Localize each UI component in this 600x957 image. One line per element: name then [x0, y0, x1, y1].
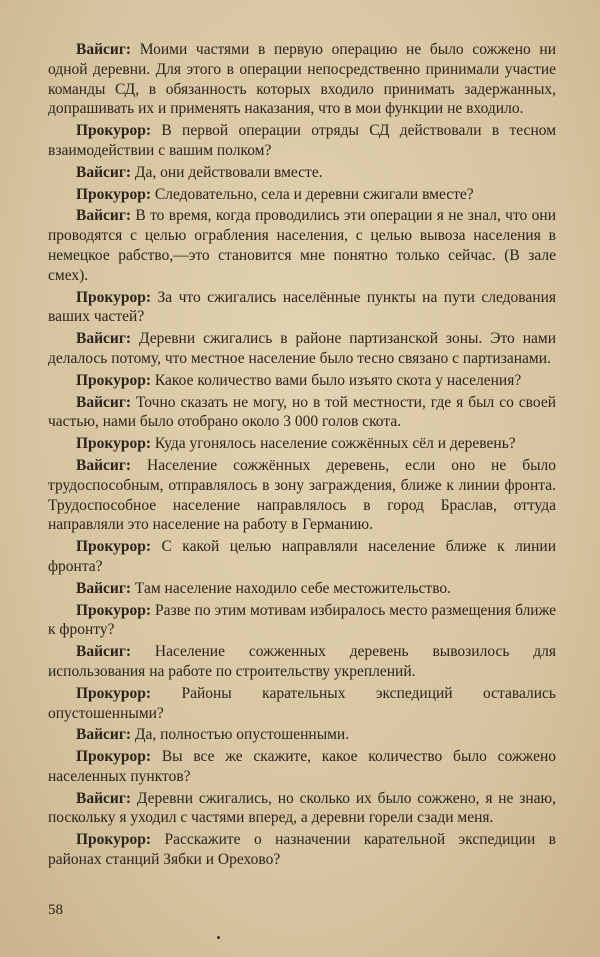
speaker-label: Вайсиг: — [76, 207, 132, 225]
speech-text: За что сжигались населённые пункты на пути следования ваших частей? — [48, 288, 556, 326]
speaker-label: Прокурор: — [76, 122, 152, 140]
speaker-label: Вайсиг: — [76, 643, 132, 661]
speaker-label: Вайсиг: — [76, 456, 132, 474]
speech-text: Там население находило себе местожительство. — [131, 579, 452, 597]
speaker-label: Прокурор: — [76, 185, 152, 203]
speaker-label: Вайсиг: — [76, 163, 132, 181]
speech-text: Следовательно, села и деревни сжигали вместе? — [151, 185, 474, 203]
dialogue-paragraph — [48, 371, 556, 391]
dialogue-paragraph — [48, 579, 556, 599]
speech-text: Население сожжённых деревень, если оно не было трудоспособным, отправлялось в зону заграждения, ближе к линии фронта. Трудоспособное население направлялось в город Браслав, оттуда направляли это население на работу в Германию. — [48, 456, 556, 534]
dialogue-paragraph — [48, 725, 556, 745]
speaker-label: Прокурор: — [76, 831, 152, 849]
speech-text: Точно сказать не могу, но в той местности, где я был со своей частью, нами было отобрано около 3 000 голов скота. — [48, 393, 556, 431]
speech-text: Расскажите о назначении карательной экспедиции в районах станций Зябки и Орехово? — [48, 831, 556, 869]
speech-text: Вы все же скажите, какое количество было сожжено населенных пунктов? — [48, 748, 556, 785]
dialogue-paragraph — [48, 434, 556, 454]
dialogue-paragraph — [48, 163, 556, 183]
speaker-label: Прокурор: — [76, 684, 152, 702]
speaker-label: Вайсиг: — [76, 726, 132, 744]
speaker-label: Прокурор: — [76, 748, 152, 766]
speech-text: Население сожженных деревень вывозилось для использования на работе по строительству укреплений. — [48, 643, 556, 680]
dialogue-paragraph — [48, 121, 556, 161]
speech-text: Районы карательных экспедиций оставались опустошенными? — [48, 684, 556, 722]
speaker-label: Вайсиг: — [76, 579, 132, 597]
speech-text: Разве по этим мотивам избиралось место размещения ближе к фронту? — [48, 601, 556, 639]
speaker-label: Вайсиг: — [76, 393, 132, 411]
speaker-label: Прокурор: — [76, 601, 152, 619]
ink-speck — [217, 936, 220, 939]
dialogue-paragraph — [48, 393, 556, 433]
speaker-label: Прокурор: — [76, 288, 152, 306]
dialogue-paragraph — [48, 206, 556, 285]
dialogue-paragraph — [48, 537, 556, 577]
dialogue-paragraph — [48, 789, 556, 829]
dialogue-paragraph — [48, 456, 556, 535]
dialogue-paragraph — [48, 642, 556, 682]
dialogue-paragraph — [48, 40, 556, 119]
dialogue-paragraph — [48, 329, 556, 369]
speech-text: Да, они действовали вместе. — [131, 163, 323, 181]
speech-text: Деревни сжигались в районе партизанской зоны. Это нами делалось потому, что местное население было тесно связано с партизанами. — [48, 330, 556, 367]
speaker-label: Вайсиг: — [76, 330, 132, 348]
speaker-label: Прокурор: — [76, 371, 152, 389]
dialogue-paragraph — [48, 747, 556, 787]
speech-text: В то время, когда проводились эти операции я не знал, что они проводятся с целью ограбления населения, с целью вывоза населения в немецкое рабство,—это становится мне понятно только сейчас. (В зале смех). — [48, 207, 556, 284]
speech-text: Да, полностью опустошенными. — [131, 726, 350, 744]
speech-text: В первой операции отряды СД действовали в тесном взаимодействии с вашим полком? — [48, 122, 556, 159]
dialogue-paragraph — [48, 601, 556, 641]
dialogue-text — [48, 40, 556, 870]
speech-text: Какое количество вами было изъято скота у населения? — [151, 371, 522, 389]
speech-text: Куда угонялось население сожжённых сёл и деревень? — [151, 435, 516, 453]
dialogue-paragraph — [48, 185, 556, 205]
speech-text: Моими частями в первую операцию не было сожжено ни одной деревни. Для этого в операции непосредственно принимали участие команды СД, в обязанность которых входило принимать задержанных, допрашивать их и применять наказания, что в мои функции не входило. — [48, 41, 556, 118]
speaker-label: Вайсиг: — [76, 789, 132, 807]
dialogue-paragraph — [48, 288, 556, 328]
dialogue-paragraph — [48, 684, 556, 724]
dialogue-paragraph — [48, 830, 556, 870]
speaker-label: Прокурор: — [76, 538, 152, 556]
speaker-label: Вайсиг: — [76, 41, 132, 58]
speech-text: Деревни сжигались, но сколько их было сожжено, я не знаю, поскольку я уходил с частями вперед, а деревни горели сзади меня. — [48, 789, 556, 827]
page-number: 58 — [48, 902, 63, 918]
speaker-label: Прокурор: — [76, 435, 152, 453]
speech-text: С какой целью направляли население ближе к линии фронта? — [48, 538, 556, 575]
